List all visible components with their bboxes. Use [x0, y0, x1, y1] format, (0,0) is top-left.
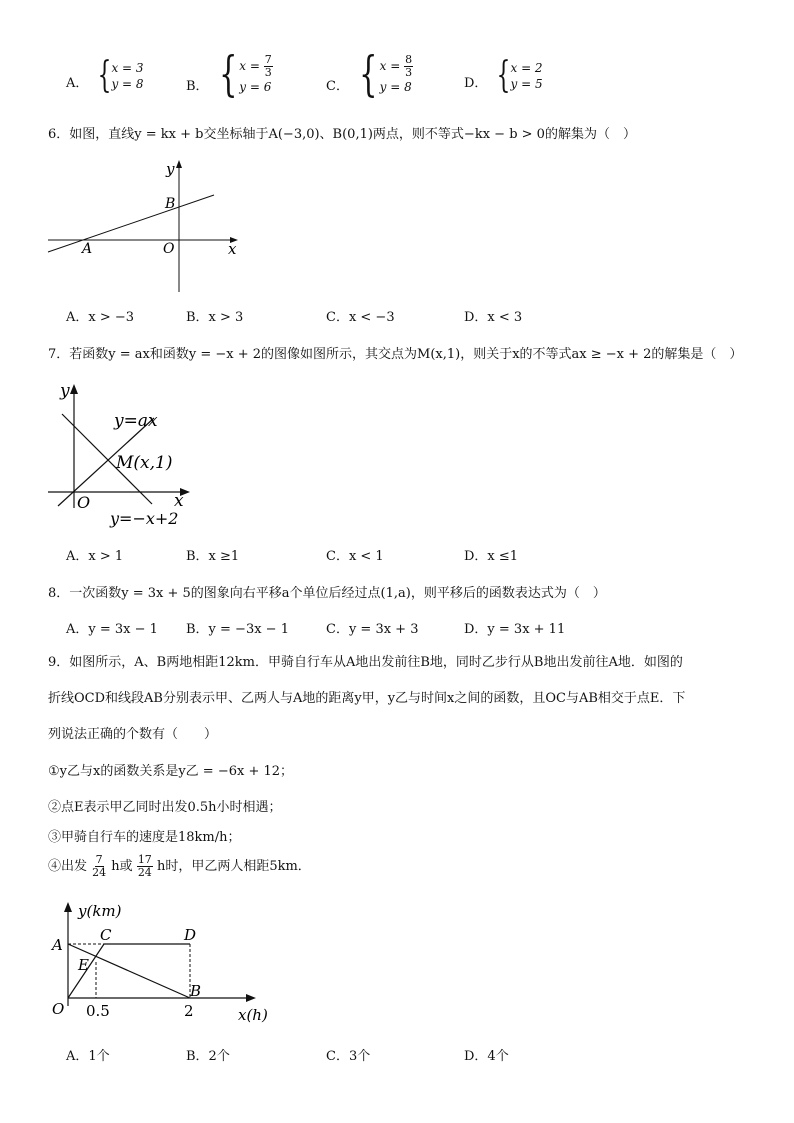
fraction-denominator: 24	[137, 866, 152, 879]
option-label: A．	[66, 76, 89, 91]
point-b-label: B	[165, 196, 176, 212]
q8-option-d[interactable]: D．y = 3x + 11	[464, 622, 566, 637]
q9-figure	[44, 896, 274, 1028]
text: h时，甲乙两人相距5km．	[156, 859, 311, 874]
tick-label-0-5: 0.5	[86, 1002, 110, 1020]
q7-option-b[interactable]: B．x ≥1	[186, 549, 240, 564]
q6-option-b[interactable]: B．x > 3	[186, 310, 244, 325]
q6-figure	[44, 156, 254, 296]
q9-statement-4	[48, 854, 311, 879]
y-axis-arrow	[64, 902, 72, 912]
q9-option-b[interactable]: B．2个	[186, 1049, 230, 1064]
q9-stem-line2: 折线OCD和线段AB分别表示甲、乙两人与A地的距离y甲，y乙与时间x之间的函数，且OC与AB相交于点E．下	[48, 691, 686, 706]
y-axis-arrow	[70, 384, 78, 394]
q9-option-a[interactable]: A．1个	[66, 1049, 110, 1064]
q7-option-d[interactable]: D．x ≤1	[464, 549, 519, 564]
q9-stem-line3: 列说法正确的个数有（ ）	[48, 727, 218, 742]
q9-stem-line1: 9．如图所示，A、B两地相距12km．甲骑自行车从A地出发前往B地，同时乙步行从B地出发前往A地．如图的	[48, 655, 683, 670]
point-a-label: A	[82, 241, 93, 257]
origin-label: O	[163, 241, 175, 257]
option-label: C．	[326, 79, 349, 94]
q8-option-b[interactable]: B．y = −3x − 1	[186, 622, 289, 637]
equation: y = 5	[510, 77, 543, 91]
q9-statement-1: ①y乙与x的函数关系是y乙 = −6x + 12；	[48, 764, 294, 779]
q6-option-d[interactable]: D．x < 3	[464, 310, 523, 325]
q8-option-c[interactable]: C．y = 3x + 3	[326, 622, 419, 637]
equation: x =	[379, 58, 401, 73]
q6-option-c[interactable]: C．x < −3	[326, 310, 395, 325]
option-label: D．	[464, 76, 488, 91]
x-label: x	[228, 240, 237, 258]
y-label: y	[60, 381, 70, 401]
line-y-ax-label: y=ax	[114, 411, 158, 431]
q7-figure	[44, 378, 204, 530]
fraction-denominator: 24	[92, 866, 107, 879]
q9-option-d[interactable]: D．4个	[464, 1049, 509, 1064]
q5-option-b[interactable]: B． { x = $\frac{7}{3}$ y = 6	[186, 46, 272, 102]
origin-label: O	[52, 1000, 65, 1018]
tick-label-2: 2	[184, 1002, 194, 1020]
fraction-numerator: 7	[264, 52, 272, 66]
option-label: B．	[186, 79, 209, 94]
q8-stem: 8．一次函数y = 3x + 5的图象向右平移a个单位后经过点(1,a)，则平移后的函数表达式为（ ）	[48, 586, 606, 601]
text: h或	[111, 859, 133, 874]
point-c-label: C	[100, 926, 112, 944]
q5-option-d[interactable]: D． { x = 2 y = 5	[464, 55, 543, 96]
q7-option-a[interactable]: A．x > 1	[66, 549, 124, 564]
x-label: x	[174, 491, 184, 511]
q5-option-c[interactable]: C． { x = $\frac{8}{3}$ y = 8	[326, 46, 413, 102]
q6-option-a[interactable]: A．x > −3	[66, 310, 135, 325]
q7-stem: 7．若函数y = ax和函数y = −x + 2的图像如图所示，其交点为M(x,1)，则关于x的不等式ax ≥ −x + 2的解集是（ ）	[48, 347, 743, 362]
point-b-label: B	[190, 982, 202, 1000]
equation: x = 2	[510, 61, 543, 75]
equation: y = 8	[379, 79, 412, 94]
x-axis-label: x(h)	[238, 1006, 268, 1024]
q9-statement-2: ②点E表示甲乙同时出发0.5h小时相遇；	[48, 800, 282, 815]
origin-label: O	[77, 493, 91, 512]
q7-option-c[interactable]: C．x < 1	[326, 549, 384, 564]
fraction-numerator: 17	[137, 853, 152, 866]
equation: y = 6	[239, 79, 272, 94]
text: ④出发	[48, 859, 88, 874]
q9-statement-3: ③甲骑自行车的速度是18km/h；	[48, 830, 241, 845]
point-d-label: D	[184, 926, 197, 944]
equation: x = 3	[111, 61, 144, 75]
fraction-numerator: 7	[95, 853, 103, 866]
fraction-numerator: 8	[405, 52, 413, 66]
point-a-label: A	[52, 936, 63, 954]
q8-option-a[interactable]: A．y = 3x − 1	[66, 622, 158, 637]
fraction-denominator: 3	[264, 65, 272, 79]
y-axis-label: y(km)	[78, 902, 122, 920]
point-e-label: E	[78, 956, 89, 974]
q5-option-a[interactable]: A． { x = 3 y = 8	[66, 55, 144, 96]
fraction-denominator: 3	[405, 65, 413, 79]
q9-option-c[interactable]: C．3个	[326, 1049, 371, 1064]
y-axis-arrow	[176, 160, 182, 168]
line-y-neg-x-plus-2-label: y=−x+2	[110, 509, 179, 528]
q6-stem: 6．如图，直线y = kx + b交坐标轴于A(−3,0)、B(0,1)两点，则不等式−kx − b > 0的解集为（ ）	[48, 127, 636, 142]
point-m-label: M(x,1)	[116, 453, 173, 473]
equation: x =	[239, 58, 260, 73]
y-label: y	[166, 160, 175, 178]
line-y-kx-b	[48, 195, 214, 252]
equation: y = 8	[111, 77, 144, 91]
x-axis-arrow	[246, 994, 256, 1002]
